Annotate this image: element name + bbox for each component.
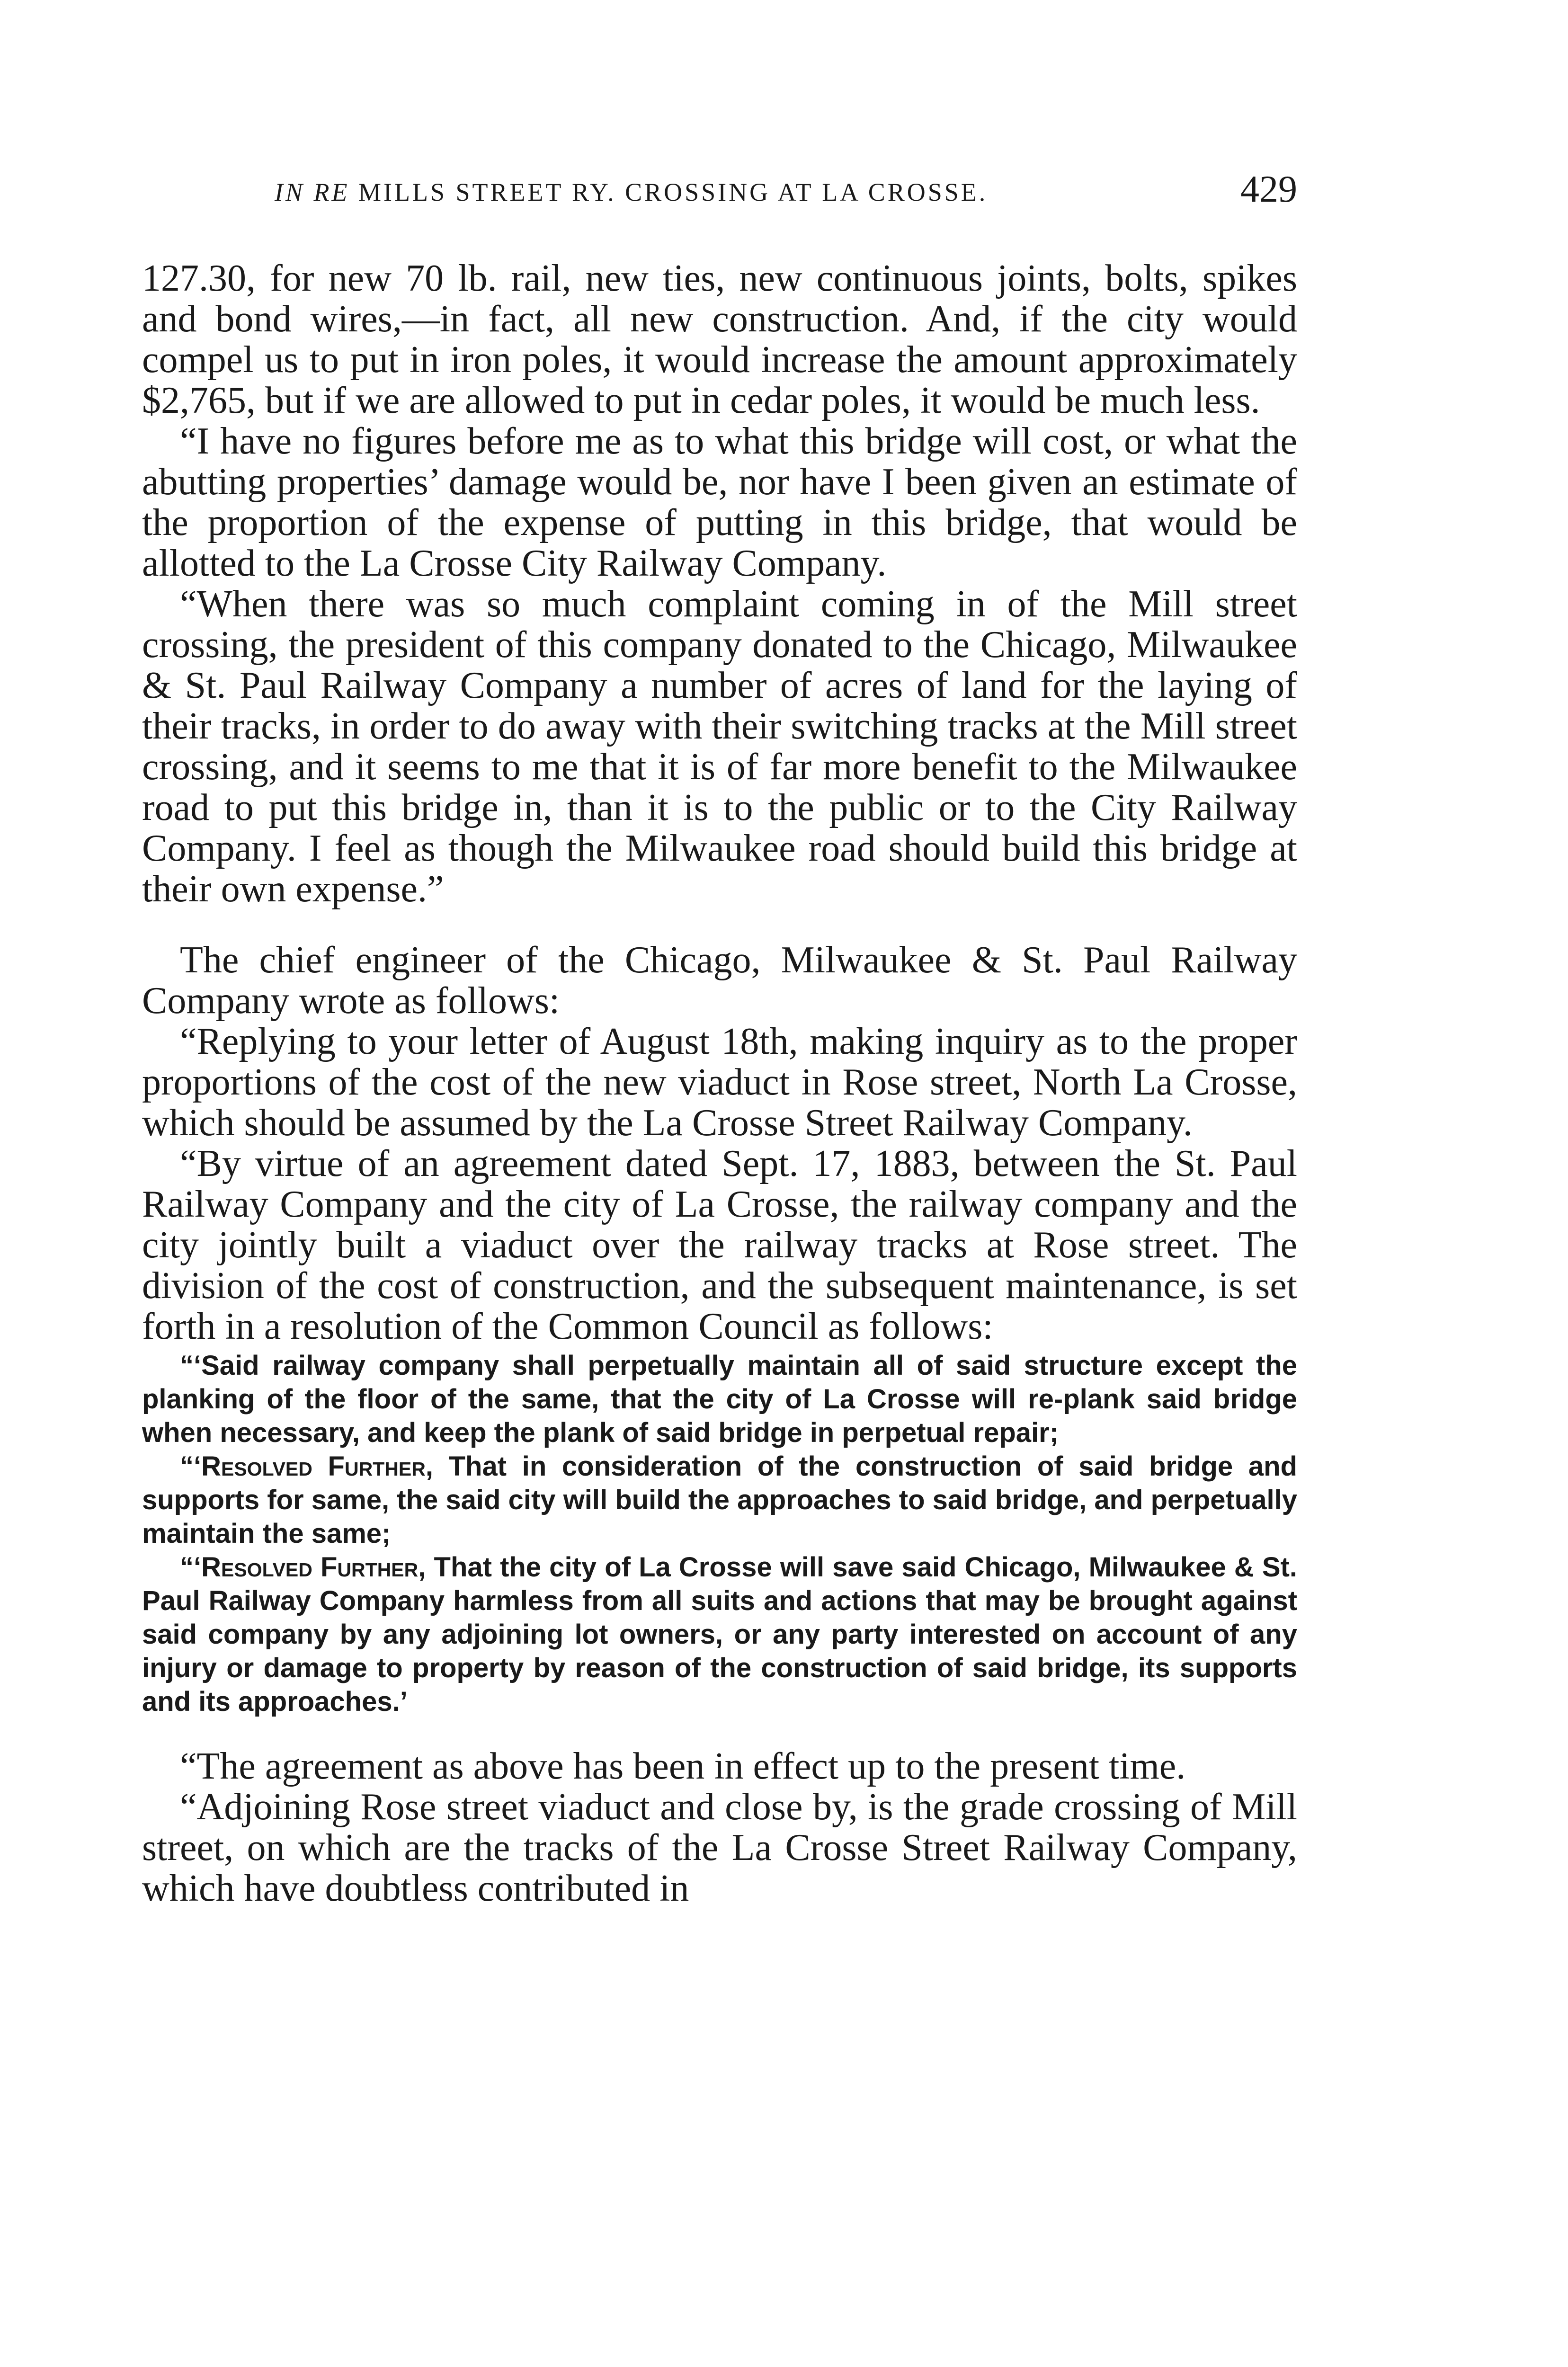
running-title-text: MILLS STREET RY. CROSSING AT LA CROSSE. (358, 178, 988, 206)
paragraph-chief-engineer: The chief engineer of the Chicago, Milwaukee & St. Paul Railway Company wrote as follows: (142, 939, 1297, 1022)
resolved-further-label: “‘Resolved Further, (180, 1451, 433, 1482)
running-title-italic: IN RE (275, 178, 350, 206)
paragraph-continuation: 127.30, for new 70 lb. rail, new ties, new continuous joints, bolts, spikes and bond wires,—in fact, all new construction. And, if the city would compel us to put in iron poles, it would increase the amount approximately $2,765, but if we are allowed to put in cedar poles, it would be much less. (142, 258, 1297, 421)
paragraph-agreement-in-effect: “The agreement as above has been in effect up to the present time. (180, 1745, 1186, 1787)
running-title (275, 178, 988, 207)
resolution-quote (142, 1349, 1297, 1718)
resolution-clause-1: “‘Said railway company shall perpetually maintain all of said structure except the planking of the floor of the same, that the city of La Crosse will re-plank said bridge when necessary, and keep the plank of said bridge in perpetual repair; (142, 1350, 1297, 1448)
page-body (142, 258, 1297, 1909)
paragraph-mill-street-complaint: “When there was so much complaint coming in of the Mill street crossing, the president of this company donated to the Chicago, Milwaukee & St. Paul Railway Company a number of acres of land for the laying of their tracks, in order to do away with their switching tracks at the Mill street crossing, and it seems to me that it is of far more benefit to the Milwaukee road to put this bridge in, than it is to the public or to the City Railway Company. I feel as though the Milwaukee road should build this bridge at their own expense.” (142, 583, 1297, 910)
resolution-clause-3 (142, 1550, 1297, 1718)
paragraph-agreement: “By virtue of an agreement dated Sept. 17, 1883, between the St. Paul Railway Company and the city of La Crosse, the railway company and the city jointly built a viaduct over the railway tracks at Rose street. The division of the cost of construction, and the subsequent maintenance, is set forth in a resolution of the Common Council as follows: (142, 1143, 1297, 1347)
paragraph-reply: “Replying to your letter of August 18th, making inquiry as to the proper proportions of the cost of the new viaduct in Rose street, North La Crosse, which should be assumed by the La Crosse Street Railway Company. (142, 1021, 1297, 1144)
page-number: 429 (1240, 169, 1297, 210)
paragraph-grade-crossing: “Adjoining Rose street viaduct and close by, is the grade crossing of Mill street, on which are the tracks of the La Crosse Street Railway Company, which have doubtless contributed in (142, 1786, 1297, 1909)
paragraph-bridge-cost: “I have no figures before me as to what this bridge will cost, or what the abutting properties’ damage would be, nor have I been given an estimate of the proportion of the expense of putting in this bridge, that would be allotted to the La Crosse City Railway Company. (142, 420, 1297, 584)
page-header (142, 168, 1297, 220)
resolution-clause-2 (142, 1450, 1297, 1550)
resolved-further-label: “‘Resolved Further, (180, 1552, 426, 1583)
resolution-clause-3-text: That the city of La Crosse will save said Chicago, Milwaukee & St. Paul Railway Company harmless from all suits and actions that may be brought against said company by any adjoining lot owners, or any party interested on account of any injury or damage to property by reason of the construction of said bridge, its supports and its approaches.’ (142, 1552, 1298, 1717)
resolution-clause-2-text: That in consideration of the construction of said bridge and supports for same, the said city will build the approaches to said bridge, and perpetually maintain the same; (142, 1451, 1298, 1549)
